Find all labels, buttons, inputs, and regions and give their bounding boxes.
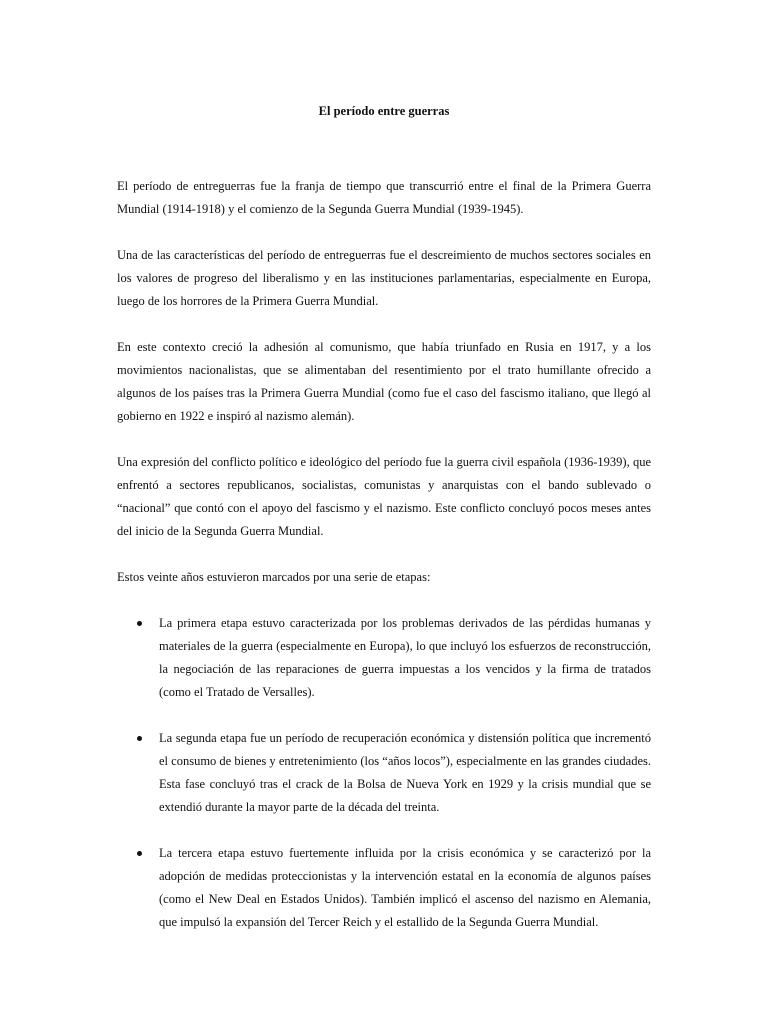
paragraph-stages-intro: Estos veinte años estuvieron marcados por una serie de etapas: bbox=[117, 570, 431, 584]
list-item-text: La primera etapa estuvo caracterizada por los problemas derivados de las pérdidas humanas y materiales de la guerra (especialmente en Europa), lo que incluyó los esfuerzos de reconstrucción, la negociación de las reparaciones de guerra impuestas a los vencidos y la firma de tratados (como el Tratado de Versalles). bbox=[159, 616, 651, 699]
bullet-icon bbox=[137, 851, 142, 856]
list-item bbox=[117, 612, 651, 704]
stages-list bbox=[117, 612, 651, 934]
paragraph-context: En este contexto creció la adhesión al comunismo, que había triunfado en Rusia en 1917, y a los movimientos nacionalistas, que se alimentaban del resentimiento por el trato humillante ofrecido a algunos de los países tras la Primera Guerra Mundial (como fue el caso del fascismo italiano, que llegó al gobierno en 1922 e inspiró al nazismo alemán). bbox=[117, 340, 651, 423]
list-item bbox=[117, 842, 651, 934]
document-body bbox=[117, 175, 651, 957]
paragraph-definition: El período de entreguerras fue la franja de tiempo que transcurrió entre el final de la Primera Guerra Mundial (1914-1918) y el comienzo de la Segunda Guerra Mundial (1939-1945). bbox=[117, 179, 651, 216]
list-item bbox=[117, 727, 651, 819]
list-item-text: La tercera etapa estuvo fuertemente influida por la crisis económica y se caracterizó por la adopción de medidas proteccionistas y la intervención estatal en la economía de algunos países (como el New Deal en Estados Unidos). También implicó el ascenso del nazismo en Alemania, que impulsó la expansión del Tercer Reich y el estallido de la Segunda Guerra Mundial. bbox=[159, 846, 651, 929]
document-title: El período entre guerras bbox=[318, 104, 450, 118]
bullet-icon bbox=[137, 736, 142, 741]
paragraph-characteristics: Una de las características del período de entreguerras fue el descreimiento de muchos sectores sociales en los valores de progreso del liberalismo y en las instituciones parlamentarias, especialmente en Europa, luego de los horrores de la Primera Guerra Mundial. bbox=[117, 248, 651, 308]
bullet-icon bbox=[137, 621, 142, 626]
list-item-text: La segunda etapa fue un período de recuperación económica y distensión política que incrementó el consumo de bienes y entretenimiento (los “años locos”), especialmente en las grandes ciudades. Esta fase concluyó tras el crack de la Bolsa de Nueva York en 1929 y la crisis mundial que se extendió durante la mayor parte de la década del treinta. bbox=[159, 731, 651, 814]
paragraph-spanish-civil-war: Una expresión del conflicto político e ideológico del período fue la guerra civil española (1936-1939), que enfrentó a sectores republicanos, socialistas, comunistas y anarquistas con el bando sublevado o “nacional” que contó con el apoyo del fascismo y el nazismo. Este conflicto concluyó pocos meses antes del inicio de la Segunda Guerra Mundial. bbox=[117, 455, 651, 538]
